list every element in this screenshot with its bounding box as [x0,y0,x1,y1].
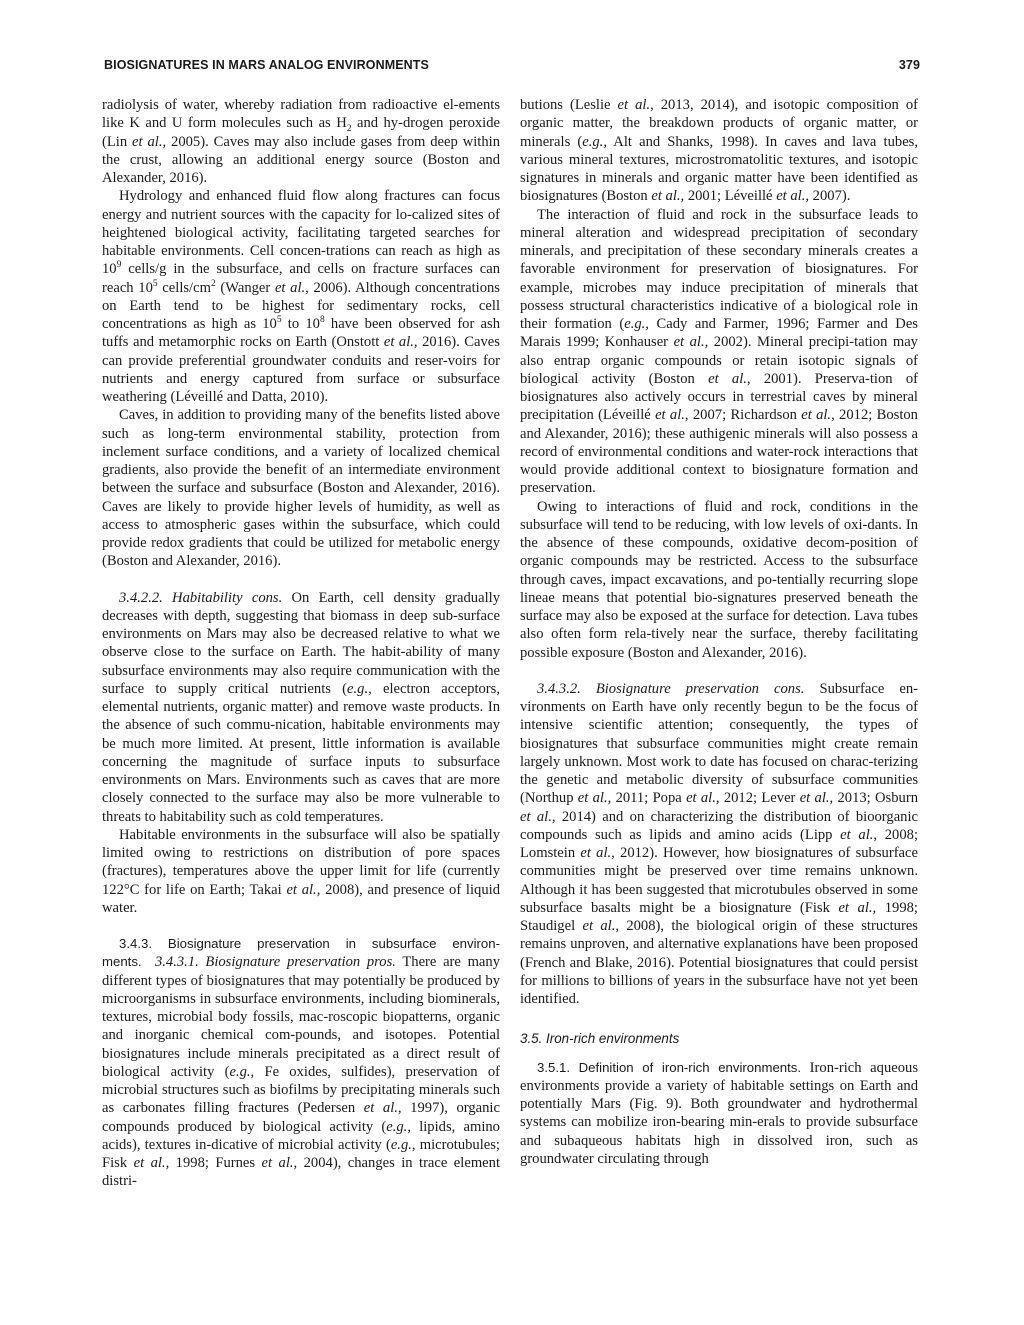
paragraph: 3.4.2.2. Habitability cons. On Earth, cell density gradually decreases with depth, suggesting that biomass in deep sub-surface environments on Mars may also be decreased relative to what we observe close to the surface on Earth. The habit-ability of many subsurface environments may also require communication with the surface to supply critical nutrients (e.g., electron acceptors, elemental nutrients, organic matter) and remove waste products. In the absence of such commu-nication, habitable environments may be much more limited. At present, little information is available concerning the magnitude of surface inputs to subsurface environments on Mars. Environments such as caves that are more closely connected to the surface may also be more vulnerable to threats to habitability such as cold temperatures. [102,589,500,825]
paragraph: Owing to interactions of fluid and rock, conditions in the subsurface will tend to be reducing, with low levels of oxi-dants. In the absence of these compounds, oxidative decom-position of organic compounds may be restricted. Access to the subsurface through caves, impact excavations, and po-tentially recurring slope lineae means that potential bio-signatures preserved beneath the surface may also be exposed at the surface for detection. Lava tubes also often form rela-tively near the surface, thereby facilitating possible exposure (Boston and Alexander, 2016). [520,498,918,661]
subsection-heading: 3.4.3.2. Biosignature preservation cons. [537,680,805,697]
paragraph: The interaction of fluid and rock in the subsurface leads to mineral alteration and widespread precipitation of secondary minerals, and precipitation of these secondary minerals creates a favorable environment for preservation of biosignatures. For example, microbes may induce precipitation of minerals that possess structural characteristics indicative of a biological role in their formation (e.g., Cady and Farmer, 1996; Farmer and Des Marais 1999; Konhauser et al., 2002). Mineral precipi-tation may also entrap organic compounds or retain isotopic signals of biological activity (Boston et al., 2001). Preserva-tion of biosignatures also actively occurs in terrestrial caves by mineral precipitation (Léveillé et al., 2007; Richardson et al., 2012; Boston and Alexander, 2016); these authigenic minerals will also possess a record of environmental conditions and water-rock interactions that would provide additional context to biosignature formation and preservation. [520,206,918,497]
running-head-title: BIOSIGNATURES IN MARS ANALOG ENVIRONMENTS [104,58,429,72]
section-heading: 3.4.3. Biosignature preservation in subsurface environ-ments. [102,936,500,970]
paragraph: 3.4.3. Biosignature preservation in subsurface environ-ments. 3.4.3.1. Biosignature preservation pros. There are many different types of biosignatures that may potentially be produced by microorganisms in subsurface environments, including biominerals, textures, microbial body fossils, mac-roscopic biopatterns, organic and inorganic chemical com-pounds, and isotopes. Potential biosignatures include minerals precipitated as a direct result of biological activity (e.g., Fe oxides, sulfides), preservation of microbial structures such as biofilms by precipitating minerals such as carbonates filling fractures (Pedersen et al., 1997), organic compounds produced by biological activity (e.g., lipids, amino acids), textures in-dicative of microbial activity (e.g., microtubules; Fisk et al., 1998; Furnes et al., 2004), changes in trace element distri- [102,936,500,1190]
left-column [102,96,500,1191]
paragraph: Habitable environments in the subsurface will also be spatially limited owing to restrictions on distribution of pore spaces (fractures), temperatures above the upper limit for life (currently 122°C for life on Earth; Takai et al., 2008), and presence of liquid water. [102,826,500,916]
paragraph: Hydrology and enhanced fluid flow along fractures can focus energy and nutrient sources with the capacity for lo-calized sites of heightened biological activity, facilitating targeted searches for habitable environments. Cell concen-trations can reach as high as $10^9$ cells/g in the subsurface, and cells on fracture surfaces can reach $10^5$ cells/$cm^2$ (Wanger et al., 2006). Although concentrations on Earth tend to be highest for sedimentary rocks, cell concentrations as high as $10^5$ to $10^8$ have been observed for ash tuffs and metamorphic rocks on Earth (Onstott et al., 2016). Caves can provide preferential groundwater conduits and reser-voirs for nutrients and energy captured from surface or subsurface weathering (Léveillé and Datta, 2010). [102,188,500,405]
paragraph: Caves, in addition to providing many of the benefits listed above such as long-term environmental stability, protection from inclement surface conditions, and a variety of localized chemical gradients, also provide the benefit of an intermediate environment between the surface and subsurface (Boston and Alexander, 2016). Caves are likely to provide higher levels of humidity, as well as access to atmospheric gases within the subsurface, which could provide redox gradients that could be utilized for metabolic energy (Boston and Alexander, 2016). [102,407,500,570]
running-head [104,58,920,78]
page-number: 379 [898,58,920,72]
section-heading: 3.5. Iron-rich environments [520,1031,680,1047]
paragraph: 3.4.3.2. Biosignature preservation cons. Subsurface en-vironments on Earth have only recently begun to be the focus of intensive scientific attention; consequently, the types of biosignatures that subsurface communities might create remain largely unknown. Most work to date has focused on charac-terizing the genetic and metabolic diversity of subsurface communities (Northup et al., 2011; Popa et al., 2012; Lever et al., 2013; Osburn et al., 2014) and on characterizing the distribution of bioorganic compounds such as lipids and amino acids (Lipp et al., 2008; Lomstein et al., 2012). However, how biosignatures of subsurface communities might be preserved over time remains unknown. Although it has been suggested that microtubules observed in some subsurface basalts might be a biosignature (Fisk et al., 1998; Staudigel et al., 2008), the biological origin of these structures remains unproven, and alternative explanations have been proposed (French and Blake, 2016). Potential biosignatures that could persist for millions to billions of years in the subsurface have not yet been identified. [520,680,919,1007]
subsection-heading: 3.4.2.2. Habitability cons. [119,589,283,606]
paragraph: 3.5.1. Definition of iron-rich environments. Iron-rich aqueous environments provide a variety of habitable settings on Earth and potentially Mars (Fig. 9). Both groundwater and hydrothermal systems can mobilize iron-bearing min-erals to provide subsurface and subaqueous habitats high in dissolved iron, such as groundwater circulating through [520,1059,919,1167]
section-heading: 3.5.1. Definition of iron-rich environments. [537,1059,802,1075]
right-column [520,96,918,1168]
paragraph: radiolysis of water, whereby radiation from radioactive el-ements like K and U form molecules such as $H_2$ and hy-drogen peroxide (Lin et al., 2005). Caves may also include gases from deep within the crust, allowing an additional energy source (Boston and Alexander, 2016). [102,97,501,186]
subsection-heading: 3.4.3.1. Biosignature preservation pros. [154,954,396,971]
paragraph: butions (Leslie et al., 2013, 2014), and isotopic composition of organic matter, the breakdown products of organic matter, or minerals (e.g., Alt and Shanks, 1998). In caves and lava tubes, various mineral textures, microstromatolitic textures, and isotopic signatures in minerals and organic matter have been identified as biosignatures (Boston et al., 2001; Léveillé et al., 2007). [520,97,918,205]
